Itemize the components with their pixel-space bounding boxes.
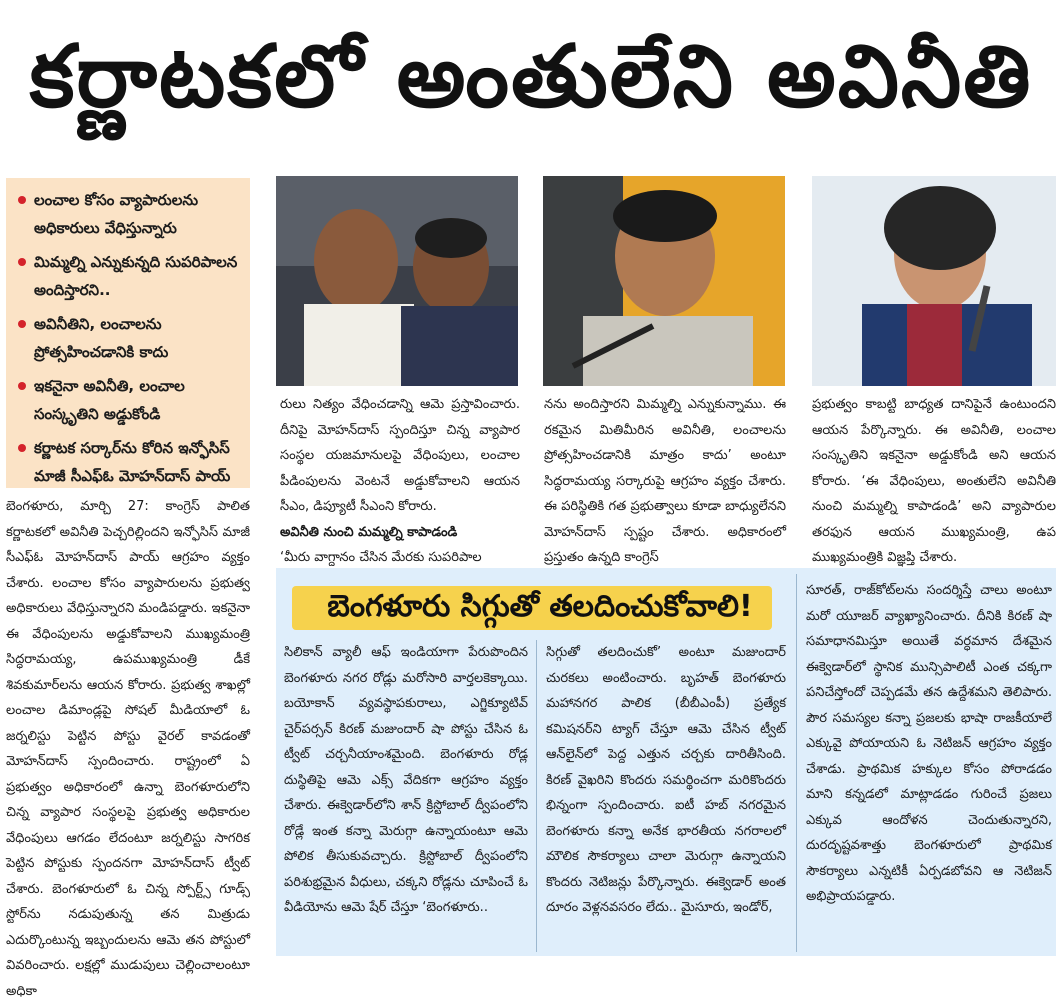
highlight-item [16,310,244,366]
article-paragraph: సూరత్, రాజ్‌కోట్‌లను సందర్శిస్తే చాలు అంటూ మరో యూజర్ వ్యాఖ్యానించారు. దీనికి కిరణ్ షా సమాధానమిస్తూ అయితే వర్ధమాన దేశమైన ఈక్వెడార్‌లో స్థానిక మున్సిపాలిటీ ఎంత చక్కగా పనిచేస్తోందో చెప్పడమే తన ఉద్దేశమని తెలిపారు. పౌర సమస్యల కన్నా ప్రజలకు భాషా రాజకీయాలే ఎక్కువై పోయాయని ఓ నెటిజన్ ఆగ్రహం వ్యక్తం చేశాడు. ప్రాథమిక హక్కుల కోసం పోరాడడం మాని కన్నడలో మాట్లాడడం గురించే ప్రజలు ఎక్కువ ఆందోళన చెందుతున్నారని, దురదృష్టవశాత్తు బెంగళూరులో ప్రాథమిక సౌకర్యాలు ఎన్నటికీ ఏర్పడబోవని ఆ నెటిజన్ అభిప్రాయపడ్డారు. [806,583,1052,904]
headline: కర్ణాటకలో అంతులేని అవినీతి [29,27,1033,127]
sub-story-headline [292,580,788,634]
article-column-2 [280,392,520,565]
article-paragraph: ‘మీరు వాగ్దానం చేసిన మేరకు సుపరిపాల [280,550,482,565]
sub-story-column-1 [284,640,528,952]
red-dot-icon [18,320,26,328]
red-dot-icon [18,444,26,452]
highlight-text: ఇకనైనా అవినీతి, లంచాల సంస్కృతిని అడ్డుకోండి [34,377,185,423]
article-paragraph: నను అందిస్తారని మిమ్మల్ని ఎన్నుకున్నాము. ఈ రకమైన మితిమీరిన అవినీతి, లంచాలను ప్రోత్సహించడానికి మాత్రం కాదు’ అంటూ సిద్ధరామయ్య సర్కారుపై ఆగ్రహం వ్యక్తం చేశారు. ఈ పరిస్థితికి గత ప్రభుత్వాలు కూడా బాధ్యులేనని మోహన్‌దాస్ స్పష్టం చేశారు. అధికారంలో ప్రస్తుతం ఉన్నది కాంగ్రెస్ [544,397,786,565]
sub-story-column-2 [546,640,786,952]
red-dot-icon [18,258,26,266]
article-paragraph: రులు నిత్యం వేధించడాన్ని ఆమె ప్రస్తావించారు. దీనిపై మోహన్‌దాస్ స్పందిస్తూ చిన్న వ్యాపార సంస్థల యజమానులపై వేధింపులు, లంచాల పీడింపులను వెంటనే అడ్డుకోవాలని ఆయన సీఎం, డిప్యూటీ సీఎంని కోరారు. [280,397,520,514]
highlights-box [6,178,250,488]
sub-story-column-3 [806,578,1052,952]
highlight-item [16,434,244,490]
article-paragraph: సిలికాన్ వ్యాలీ ఆఫ్ ఇండియాగా పేరుపొందిన బెంగళూరు నగర రోడ్లు మరోసారి వార్తలకెక్కాయి. బయోకాన్ వ్యవస్థాపకురాలు, ఎగ్జిక్యూటివ్ చైర్‌పర్సన్ కిరణ్ మజుందార్ షా పోస్టు చేసిన ఓ ట్వీట్ చర్చనీయాంశమైంది. బెంగళూరు రోడ్ల దుస్థితిపై ఆమె ఎక్స్ వేదికగా ఆగ్రహం వ్యక్తం చేశారు. ఈక్వెడార్‌లోని శాన్ క్రిస్టోబాల్ ద్వీపంలోని రోడ్లే ఇంత కన్నా మెరుగ్గా ఉన్నాయంటూ ఆమె పోలిక తీసుకువచ్చారు. క్రిస్టోబాల్ ద్వీపంలోని పరిశుభ్రమైన వీధులు, చక్కని రోడ్లను చూపించే ఓ వీడియోను ఆమె షేర్ చేస్తూ ‘బెంగళూరు.. [284,645,528,915]
red-dot-icon [18,382,26,390]
article-paragraph: బెంగళూరు, మార్చి 27: కాంగ్రెస్ పాలిత కర్ణాటకలో అవినీతి పెచ్చరిల్లిందని ఇన్ఫోసిస్ మాజీ సీఎఫ్ఓ మోహన్‌దాస్ పాయ్ ఆగ్రహం వ్యక్తం చేశారు. లంచాల కోసం వ్యాపారులను ప్రభుత్వ అధికారులు వేధిస్తున్నారని మండిపడ్డారు. ఇకనైనా ఈ వేధింపులను అడ్డుకోవాలని ముఖ్యమంత్రి సిద్ధరామయ్య, ఉపముఖ్యమంత్రి డీకే శివకుమార్‌లను ఆయన కోరారు. ప్రభుత్వ శాఖల్లో లంచాల డిమాండ్లపై సోషల్ మీడియాలో ఓ జర్నలిస్టు పెట్టిన పోస్టు వైరల్ కావడంతో మోహన్‌దాస్ స్పందించారు. రాష్ట్రంలో ఏ ప్రభుత్వం అధికారంలో ఉన్నా బెంగళూరులోని చిన్న వ్యాపార సంస్థలపై ప్రభుత్వ అధికారుల వేధింపులు ఆగడం లేదంటూ జర్నలిస్టు సాగరిక పెట్టిన పోస్టుకు స్పందనగా మోహన్‌దాస్ ట్వీట్ చేశారు. బెంగళూరులో ఓ చిన్న స్పోర్ట్స్ గూడ్స్ స్టోర్‌ను నడుపుతున్న తన మిత్రుడు ఎదుర్కొంటున్న ఇబ్బందులను ఆమె తన పోస్టులో వివరించారు. లక్షల్లో ముడుపులు చెల్లించాలంటూ అధికా [6,499,250,999]
article-column-4 [812,392,1056,565]
highlight-text: కర్ణాటక సర్కార్‌ను కోరిన ఇన్ఫోసిస్ మాజీ సీఎఫ్ఓ మోహన్‌దాస్ పాయ్ [34,439,231,485]
highlights-list [16,186,244,490]
article-column-3 [544,392,786,565]
column-divider [536,640,537,952]
red-dot-icon [18,196,26,204]
highlight-text: అవినీతిని, లంచాలను ప్రోత్సహించడానికి కాదు [34,315,169,361]
photo-politicians [276,176,518,386]
highlight-item [16,186,244,242]
column-divider [796,574,797,952]
photo-mohandas-pai [543,176,785,386]
photo-kiran-mazumdar-shaw [812,176,1056,386]
article-column-1 [6,494,250,999]
highlight-item [16,248,244,304]
article-paragraph: ప్రభుత్వం కాబట్టి బాధ్యత దానిపైనే ఉంటుందని ఆయన పేర్కొన్నారు. ఈ అవినీతి, లంచాల సంస్కృతిని ఇకనైనా అడ్డుకోండి అని ఆయన కోరారు. ‘ఈ వేధింపులు, అంతులేని అవినీతి నుంచి మమ్మల్ని కాపాడండి’ అని వ్యాపారుల తరఫున ఆయన ముఖ్యమంత్రి, ఉప ముఖ్యమంత్రికి విజ్ఞప్తి చేశారు. [812,397,1056,565]
article-subheading: అవినీతి నుంచి మమ్మల్ని కాపాడండి [280,524,458,540]
sub-story-headline-text: బెంగళూరు సిగ్గుతో తలదించుకోవాలి! [327,589,753,624]
article-paragraph: సిగ్గుతో తలదించుకో’ అంటూ మజుందార్ చురకలు అంటించారు. బృహత్ బెంగళూరు మహానగర పాలిక (బీబీఎంపీ) ప్రత్యేక కమిషనర్‌ని ట్యాగ్ చేస్తూ ఆమె చేసిన ట్వీట్ ఆన్‌లైన్‌లో పెద్ద ఎత్తున చర్చకు దారితీసింది. కిరణ్ వైఖరిని కొందరు సమర్థించగా మరికొందరు భిన్నంగా స్పందించారు. ఐటీ హబ్ నగరమైన బెంగళూరు కన్నా అనేక భారతీయ నగరాలలో మౌలిక సౌకర్యాలు చాలా మెరుగ్గా ఉన్నాయని కొందరు నెటిజన్లు పేర్కొన్నారు. ఈక్వెడార్ అంత దూరం వెళ్లనవసరం లేదు.. మైసూరు, ఇండోర్, [546,645,786,915]
highlight-text: లంచాల కోసం వ్యాపారులను అధికారులు వేధిస్తున్నారు [34,191,199,237]
highlight-text: మిమ్మల్ని ఎన్నుకున్నది సుపరిపాలన అందిస్తారని.. [34,253,238,299]
highlight-item [16,372,244,428]
